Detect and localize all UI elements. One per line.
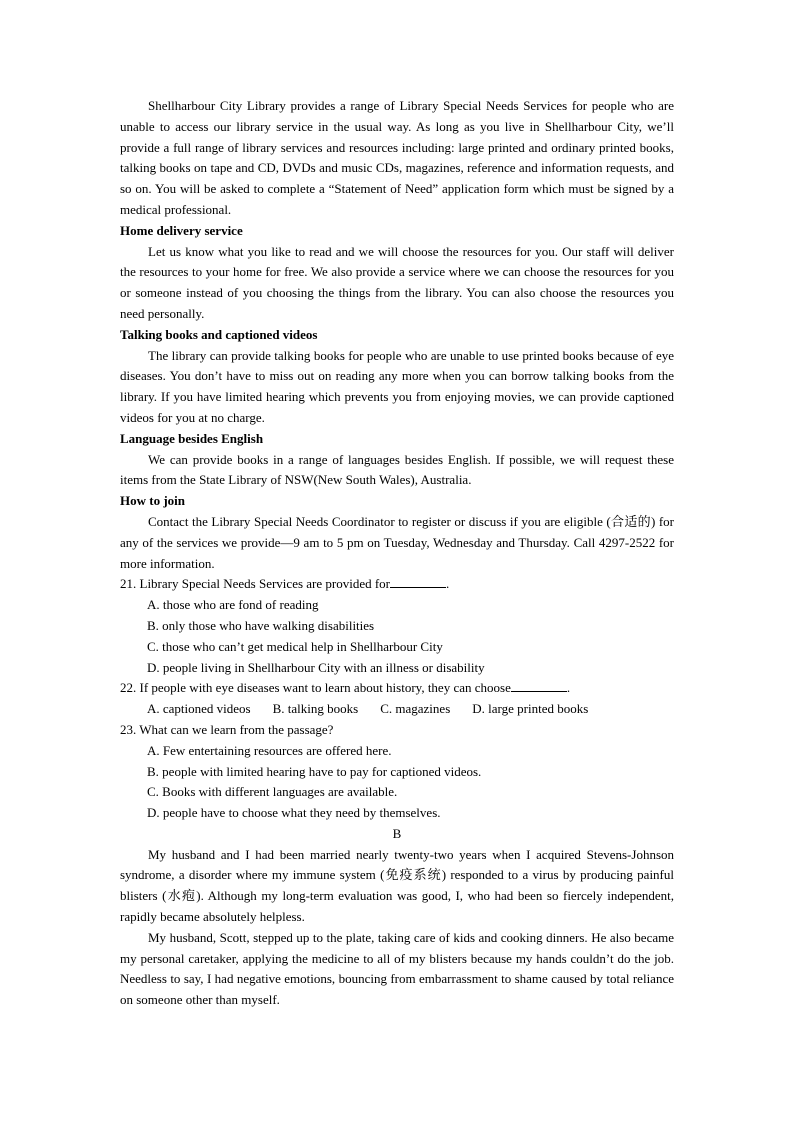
question-21-option-b: B. only those who have walking disabilities xyxy=(147,617,375,633)
question-22-option-a: A. captioned videos xyxy=(147,701,251,717)
section-heading-language: Language besides English xyxy=(120,430,264,446)
section-text-how-to-join: Contact the Library Special Needs Coordinator to register or discuss if you are eligible (合适的) for any of the services we provide—9 am to 5 pm on Tuesday, Wednesday and Thursday. Call 4297-2522 for more information. xyxy=(120,513,674,571)
part-b-paragraph: My husband and I had been married nearly twenty-two years when I acquired Stevens-Johnson syndrome, a disorder where my immune system (免疫系统) responded to a virus by producing painful blisters (水疱). Although my long-term evaluation was good, I, who had been so fiercely independent, rapidly became absolutely helpless. xyxy=(120,846,674,925)
question-21-option-d: D. people living in Shellharbour City with an illness or disability xyxy=(147,659,485,675)
intro-paragraph: Shellharbour City Library provides a range of Library Special Needs Services for people who are unable to access our library service in the usual way. As long as you live in Shellharbour City, we’ll provide a full range of library services and resources including: large printed and ordinary printed books, talking books on tape and CD, DVDs and music CDs, magazines, reference and information requests, and so on. You will be asked to complete a “Statement of Need” application form which must be signed by a medical professional. xyxy=(120,98,674,217)
question-23-option-c: C. Books with different languages are available. xyxy=(147,784,398,800)
question-22-option-c: C. magazines xyxy=(380,701,451,717)
section-heading-talking-books: Talking books and captioned videos xyxy=(120,326,318,342)
question-22-option-d: D. large printed books xyxy=(472,701,589,717)
question-23: 23. What can we learn from the passage? xyxy=(120,721,334,737)
question-23-option-b: B. people with limited hearing have to pay for captioned videos. xyxy=(147,763,482,779)
question-23-option-d: D. people have to choose what they need by themselves. xyxy=(147,805,441,821)
question-21-option-c: C. those who can’t get medical help in Shellharbour City xyxy=(147,638,443,654)
question-22-stem: 22. If people with eye diseases want to learn about history, they can choose xyxy=(120,680,511,696)
answer-blank xyxy=(390,575,446,588)
section-heading-how-to-join: How to join xyxy=(120,493,185,509)
question-21-stem: 21. Library Special Needs Services are provided for xyxy=(120,576,391,592)
question-21 xyxy=(120,574,674,595)
question-23-option-a: A. Few entertaining resources are offered here. xyxy=(147,742,392,758)
question-22-options xyxy=(120,699,674,720)
section-text-language: We can provide books in a range of languages besides English. If possible, we will request these items from the State Library of NSW(New South Wales), Australia. xyxy=(120,451,674,488)
question-21-end: . xyxy=(446,576,450,592)
question-22-end: . xyxy=(566,680,571,696)
part-b-letter: B xyxy=(392,825,402,841)
question-22-option-b: B. talking books xyxy=(272,701,359,717)
section-text-talking-books: The library can provide talking books for people who are unable to use printed books because of eye diseases. You don’t have to miss out on reading any more when you can borrow talking books from the library. If you have limited hearing which prevents you from enjoying movies, we can provide captioned videos for you at no charge. xyxy=(120,347,674,425)
section-text-home-delivery: Let us know what you like to read and we will choose the resources for you. Our staff will deliver the resources to your home for free. We also provide a service where we can choose the resources for you or someone instead of you choosing the things from the library. You can also choose the resources you need personally. xyxy=(120,243,674,321)
question-22 xyxy=(120,678,674,699)
section-heading-home-delivery: Home delivery service xyxy=(120,222,243,238)
answer-blank xyxy=(511,679,567,692)
part-b-paragraph: My husband, Scott, stepped up to the plate, taking care of kids and cooking dinners. He also became my personal caretaker, applying the medicine to all of my blisters because my hands couldn’t do the job. Needless to say, I had negative emotions, bouncing from embarrassment to shame caused by total reliance on someone other than myself. xyxy=(120,929,674,1008)
question-21-option-a: A. those who are fond of reading xyxy=(147,597,319,613)
document-page xyxy=(120,96,674,1011)
